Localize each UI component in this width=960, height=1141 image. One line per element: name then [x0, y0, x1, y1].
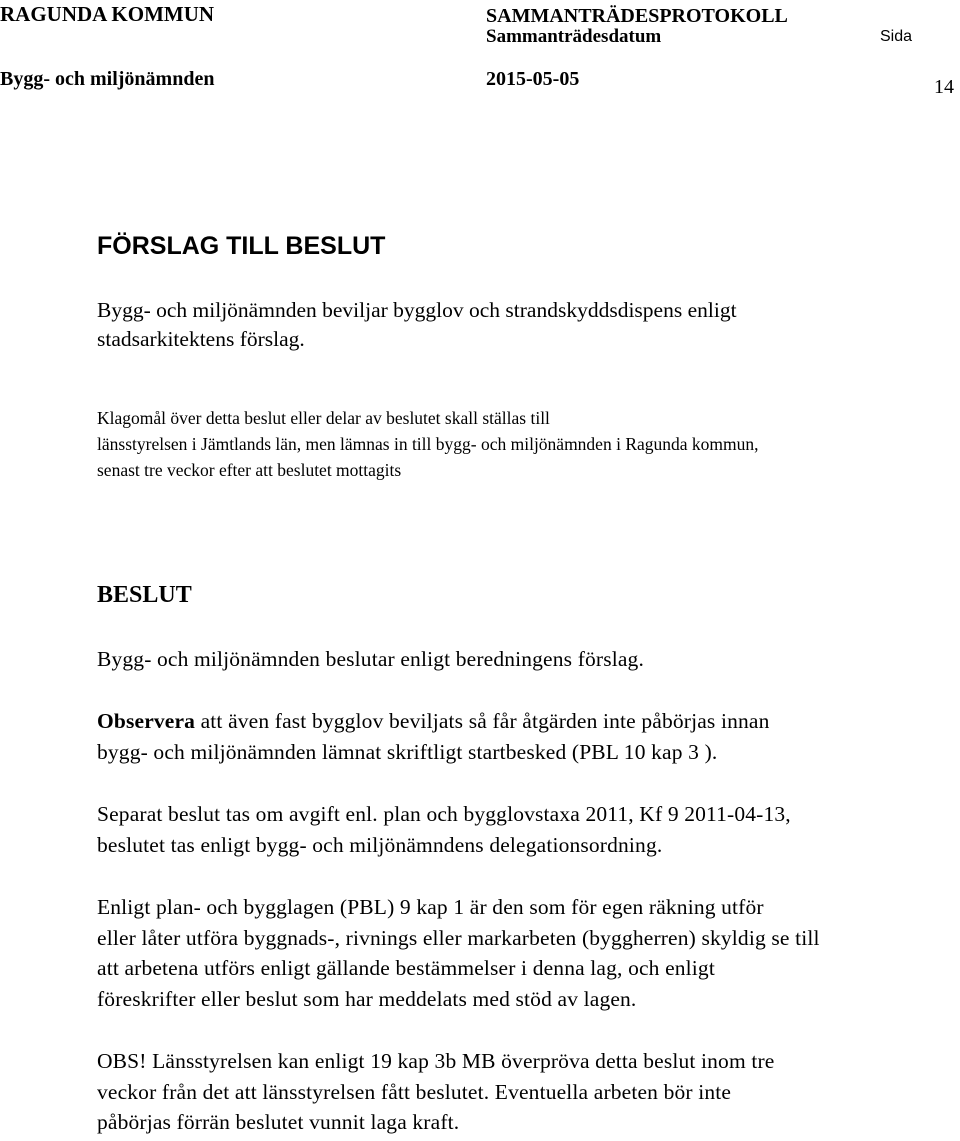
obs-line: påbörjas förrän beslutet vunnit laga kraft.: [97, 1110, 460, 1135]
appeal-line: senast tre veckor efter att beslutet mottagits: [97, 460, 402, 480]
fee-paragraph: [97, 799, 957, 860]
pbl-paragraph: [97, 892, 957, 1015]
meeting-date: 2015-05-05: [486, 68, 580, 90]
decision-heading: BESLUT: [97, 582, 192, 608]
appeal-line: Klagomål över detta beslut eller delar av beslutet skall ställas till: [97, 408, 550, 428]
proposal-line: Bygg- och miljönämnden beviljar bygglov och strandskyddsdispens enligt: [97, 298, 737, 322]
observe-paragraph: [97, 706, 957, 767]
committee-name: Bygg- och miljönämnden: [0, 68, 215, 90]
appeal-line: länsstyrelsen i Jämtlands län, men lämnas in till bygg- och miljönämnden i Ragunda kommun,: [97, 434, 759, 454]
obs-line: veckor från det att länsstyrelsen fått beslutet. Eventuella arbeten bör inte: [97, 1079, 732, 1104]
meeting-date-label: Sammanträdesdatum: [486, 26, 662, 47]
pbl-line: att arbetena utförs enligt gällande bestämmelser i denna lag, och enligt: [97, 956, 715, 981]
observe-label: Observera: [97, 709, 196, 733]
fee-line: Separat beslut tas om avgift enl. plan och bygglovstaxa 2011, Kf 9 2011-04-13,: [97, 802, 791, 826]
proposal-text: [97, 296, 957, 354]
proposal-line: stadsarkitektens förslag.: [97, 327, 305, 351]
decision-intro: Bygg- och miljönämnden beslutar enligt beredningens förslag.: [97, 647, 644, 671]
document-type: SAMMANTRÄDESPROTOKOLL: [486, 5, 788, 27]
page-label: Sida: [880, 28, 913, 45]
obs-line: OBS! Länsstyrelsen kan enligt 19 kap 3b MB överpröva detta beslut inom tre: [97, 1049, 775, 1073]
observe-text: bygg- och miljönämnden lämnat skriftligt startbesked (PBL 10 kap 3 ).: [97, 739, 718, 764]
obs-paragraph: [97, 1046, 957, 1138]
organization-name: RAGUNDA KOMMUN: [0, 2, 215, 26]
page-number: 14: [934, 76, 954, 98]
pbl-line: Enligt plan- och bygglagen (PBL) 9 kap 1 är den som för egen räkning utför: [97, 895, 764, 919]
appeal-notice: [97, 405, 957, 483]
pbl-line: eller låter utföra byggnads-, rivnings eller markarbeten (byggherren) skyldig se till: [97, 925, 820, 950]
observe-text: att även fast bygglov beviljats så får åtgärden inte påbörjas innan: [195, 709, 770, 733]
proposal-heading: FÖRSLAG TILL BESLUT: [97, 232, 386, 260]
fee-line: beslutet tas enligt bygg- och miljönämndens delegationsordning.: [97, 832, 663, 857]
pbl-line: föreskrifter eller beslut som har meddelats med stöd av lagen.: [97, 987, 637, 1012]
